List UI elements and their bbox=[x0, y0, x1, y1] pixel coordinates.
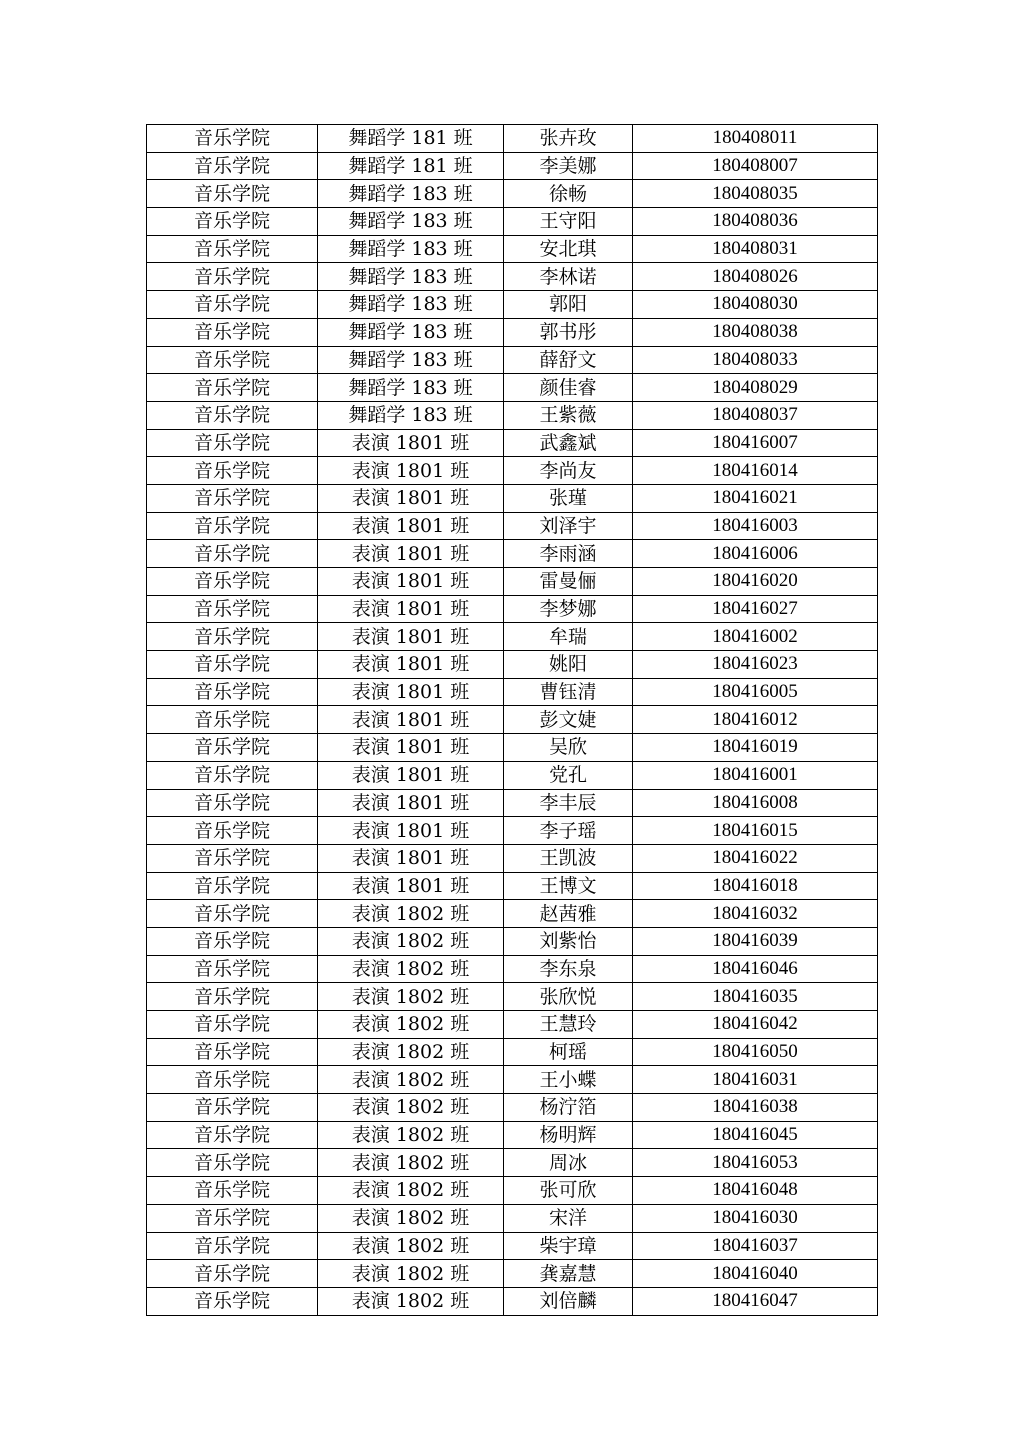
student-id-cell: 180416005 bbox=[633, 678, 878, 706]
student-name-cell: 赵茜雅 bbox=[504, 900, 633, 928]
college-cell: 音乐学院 bbox=[147, 208, 318, 236]
table-row bbox=[147, 1066, 878, 1094]
student-id-cell: 180416047 bbox=[633, 1287, 878, 1315]
class-cell: 表演 1801 班 bbox=[318, 872, 504, 900]
college-cell: 音乐学院 bbox=[147, 789, 318, 817]
college-cell: 音乐学院 bbox=[147, 1094, 318, 1122]
roster-body bbox=[147, 125, 878, 1316]
college-cell: 音乐学院 bbox=[147, 1066, 318, 1094]
table-row bbox=[147, 734, 878, 762]
table-row bbox=[147, 429, 878, 457]
student-id-cell: 180416002 bbox=[633, 623, 878, 651]
college-cell: 音乐学院 bbox=[147, 291, 318, 319]
student-name-cell: 王守阳 bbox=[504, 208, 633, 236]
student-name-cell: 曹钰清 bbox=[504, 678, 633, 706]
college-cell: 音乐学院 bbox=[147, 429, 318, 457]
class-cell: 表演 1802 班 bbox=[318, 1011, 504, 1039]
student-name-cell: 刘紫怡 bbox=[504, 927, 633, 955]
student-id-cell: 180408029 bbox=[633, 374, 878, 402]
table-row bbox=[147, 235, 878, 263]
college-cell: 音乐学院 bbox=[147, 1011, 318, 1039]
student-id-cell: 180416014 bbox=[633, 457, 878, 485]
student-name-cell: 郭阳 bbox=[504, 291, 633, 319]
class-cell: 舞蹈学 183 班 bbox=[318, 401, 504, 429]
college-cell: 音乐学院 bbox=[147, 1149, 318, 1177]
class-cell: 表演 1801 班 bbox=[318, 595, 504, 623]
table-row bbox=[147, 1232, 878, 1260]
student-name-cell: 彭文婕 bbox=[504, 706, 633, 734]
student-id-cell: 180416053 bbox=[633, 1149, 878, 1177]
class-cell: 舞蹈学 183 班 bbox=[318, 346, 504, 374]
student-id-cell: 180408026 bbox=[633, 263, 878, 291]
class-cell: 表演 1802 班 bbox=[318, 927, 504, 955]
student-name-cell: 张可欣 bbox=[504, 1177, 633, 1205]
class-cell: 表演 1801 班 bbox=[318, 734, 504, 762]
student-id-cell: 180408036 bbox=[633, 208, 878, 236]
class-cell: 舞蹈学 183 班 bbox=[318, 374, 504, 402]
student-name-cell: 武鑫斌 bbox=[504, 429, 633, 457]
student-name-cell: 张卉玫 bbox=[504, 125, 633, 153]
student-id-cell: 180416023 bbox=[633, 651, 878, 679]
student-name-cell: 杨明辉 bbox=[504, 1121, 633, 1149]
student-id-cell: 180416006 bbox=[633, 540, 878, 568]
college-cell: 音乐学院 bbox=[147, 1204, 318, 1232]
class-cell: 表演 1801 班 bbox=[318, 817, 504, 845]
table-row bbox=[147, 1011, 878, 1039]
student-name-cell: 李美娜 bbox=[504, 152, 633, 180]
student-id-cell: 180416015 bbox=[633, 817, 878, 845]
college-cell: 音乐学院 bbox=[147, 401, 318, 429]
class-cell: 表演 1801 班 bbox=[318, 512, 504, 540]
student-name-cell: 王紫薇 bbox=[504, 401, 633, 429]
table-row bbox=[147, 1038, 878, 1066]
student-id-cell: 180408038 bbox=[633, 318, 878, 346]
college-cell: 音乐学院 bbox=[147, 1177, 318, 1205]
table-row bbox=[147, 540, 878, 568]
student-id-cell: 180416040 bbox=[633, 1260, 878, 1288]
class-cell: 表演 1801 班 bbox=[318, 429, 504, 457]
class-cell: 舞蹈学 183 班 bbox=[318, 263, 504, 291]
class-cell: 表演 1802 班 bbox=[318, 1177, 504, 1205]
class-cell: 表演 1801 班 bbox=[318, 761, 504, 789]
student-id-cell: 180416022 bbox=[633, 844, 878, 872]
class-cell: 表演 1802 班 bbox=[318, 1121, 504, 1149]
student-id-cell: 180408030 bbox=[633, 291, 878, 319]
class-cell: 表演 1802 班 bbox=[318, 1094, 504, 1122]
table-row bbox=[147, 817, 878, 845]
table-row bbox=[147, 1260, 878, 1288]
college-cell: 音乐学院 bbox=[147, 983, 318, 1011]
student-name-cell: 李梦娜 bbox=[504, 595, 633, 623]
student-name-cell: 牟瑞 bbox=[504, 623, 633, 651]
student-name-cell: 李东泉 bbox=[504, 955, 633, 983]
college-cell: 音乐学院 bbox=[147, 318, 318, 346]
class-cell: 表演 1802 班 bbox=[318, 1066, 504, 1094]
college-cell: 音乐学院 bbox=[147, 180, 318, 208]
table-row bbox=[147, 484, 878, 512]
college-cell: 音乐学院 bbox=[147, 512, 318, 540]
college-cell: 音乐学院 bbox=[147, 1232, 318, 1260]
student-name-cell: 宋洋 bbox=[504, 1204, 633, 1232]
class-cell: 舞蹈学 183 班 bbox=[318, 208, 504, 236]
table-row bbox=[147, 927, 878, 955]
class-cell: 舞蹈学 183 班 bbox=[318, 235, 504, 263]
class-cell: 舞蹈学 183 班 bbox=[318, 318, 504, 346]
student-id-cell: 180416039 bbox=[633, 927, 878, 955]
student-id-cell: 180416003 bbox=[633, 512, 878, 540]
student-id-cell: 180416008 bbox=[633, 789, 878, 817]
student-id-cell: 180416035 bbox=[633, 983, 878, 1011]
table-row bbox=[147, 346, 878, 374]
college-cell: 音乐学院 bbox=[147, 927, 318, 955]
class-cell: 表演 1801 班 bbox=[318, 568, 504, 596]
college-cell: 音乐学院 bbox=[147, 1038, 318, 1066]
college-cell: 音乐学院 bbox=[147, 457, 318, 485]
college-cell: 音乐学院 bbox=[147, 955, 318, 983]
college-cell: 音乐学院 bbox=[147, 374, 318, 402]
class-cell: 表演 1801 班 bbox=[318, 457, 504, 485]
student-id-cell: 180408007 bbox=[633, 152, 878, 180]
class-cell: 舞蹈学 183 班 bbox=[318, 291, 504, 319]
college-cell: 音乐学院 bbox=[147, 1287, 318, 1315]
student-id-cell: 180416037 bbox=[633, 1232, 878, 1260]
student-name-cell: 刘泽宇 bbox=[504, 512, 633, 540]
table-row bbox=[147, 595, 878, 623]
student-name-cell: 王博文 bbox=[504, 872, 633, 900]
table-row bbox=[147, 180, 878, 208]
student-roster-table bbox=[146, 124, 878, 1316]
student-name-cell: 柯瑶 bbox=[504, 1038, 633, 1066]
class-cell: 表演 1802 班 bbox=[318, 983, 504, 1011]
table-row bbox=[147, 872, 878, 900]
table-row bbox=[147, 1121, 878, 1149]
student-name-cell: 李尚友 bbox=[504, 457, 633, 485]
student-name-cell: 徐畅 bbox=[504, 180, 633, 208]
table-row bbox=[147, 706, 878, 734]
student-id-cell: 180416007 bbox=[633, 429, 878, 457]
student-id-cell: 180416032 bbox=[633, 900, 878, 928]
student-id-cell: 180416038 bbox=[633, 1094, 878, 1122]
class-cell: 表演 1802 班 bbox=[318, 1038, 504, 1066]
student-name-cell: 颜佳睿 bbox=[504, 374, 633, 402]
student-id-cell: 180416012 bbox=[633, 706, 878, 734]
college-cell: 音乐学院 bbox=[147, 900, 318, 928]
student-id-cell: 180408033 bbox=[633, 346, 878, 374]
college-cell: 音乐学院 bbox=[147, 595, 318, 623]
table-row bbox=[147, 844, 878, 872]
college-cell: 音乐学院 bbox=[147, 872, 318, 900]
class-cell: 表演 1801 班 bbox=[318, 623, 504, 651]
class-cell: 表演 1801 班 bbox=[318, 540, 504, 568]
table-row bbox=[147, 374, 878, 402]
student-id-cell: 180416021 bbox=[633, 484, 878, 512]
student-name-cell: 吴欣 bbox=[504, 734, 633, 762]
table-row bbox=[147, 761, 878, 789]
class-cell: 表演 1802 班 bbox=[318, 1149, 504, 1177]
student-id-cell: 180416027 bbox=[633, 595, 878, 623]
table-row bbox=[147, 1287, 878, 1315]
student-name-cell: 安北琪 bbox=[504, 235, 633, 263]
student-id-cell: 180416045 bbox=[633, 1121, 878, 1149]
student-name-cell: 李雨涵 bbox=[504, 540, 633, 568]
table-row bbox=[147, 512, 878, 540]
class-cell: 表演 1802 班 bbox=[318, 900, 504, 928]
student-id-cell: 180416048 bbox=[633, 1177, 878, 1205]
class-cell: 表演 1801 班 bbox=[318, 651, 504, 679]
table-row bbox=[147, 789, 878, 817]
table-row bbox=[147, 955, 878, 983]
table-row bbox=[147, 263, 878, 291]
table-row bbox=[147, 291, 878, 319]
student-name-cell: 柴宇璋 bbox=[504, 1232, 633, 1260]
table-row bbox=[147, 651, 878, 679]
table-row bbox=[147, 208, 878, 236]
class-cell: 舞蹈学 181 班 bbox=[318, 125, 504, 153]
class-cell: 表演 1801 班 bbox=[318, 789, 504, 817]
student-name-cell: 李丰辰 bbox=[504, 789, 633, 817]
table-row bbox=[147, 125, 878, 153]
class-cell: 表演 1801 班 bbox=[318, 844, 504, 872]
student-name-cell: 张瑾 bbox=[504, 484, 633, 512]
college-cell: 音乐学院 bbox=[147, 817, 318, 845]
college-cell: 音乐学院 bbox=[147, 734, 318, 762]
table-row bbox=[147, 678, 878, 706]
student-id-cell: 180416020 bbox=[633, 568, 878, 596]
table-row bbox=[147, 1204, 878, 1232]
college-cell: 音乐学院 bbox=[147, 651, 318, 679]
college-cell: 音乐学院 bbox=[147, 568, 318, 596]
student-name-cell: 王凯波 bbox=[504, 844, 633, 872]
student-id-cell: 180408031 bbox=[633, 235, 878, 263]
student-name-cell: 党孔 bbox=[504, 761, 633, 789]
table-row bbox=[147, 900, 878, 928]
student-name-cell: 郭书彤 bbox=[504, 318, 633, 346]
college-cell: 音乐学院 bbox=[147, 235, 318, 263]
class-cell: 表演 1802 班 bbox=[318, 1232, 504, 1260]
student-name-cell: 姚阳 bbox=[504, 651, 633, 679]
class-cell: 表演 1801 班 bbox=[318, 706, 504, 734]
table-row bbox=[147, 318, 878, 346]
table-row bbox=[147, 1094, 878, 1122]
student-name-cell: 王慧玲 bbox=[504, 1011, 633, 1039]
table-row bbox=[147, 401, 878, 429]
college-cell: 音乐学院 bbox=[147, 540, 318, 568]
college-cell: 音乐学院 bbox=[147, 346, 318, 374]
student-name-cell: 刘倍麟 bbox=[504, 1287, 633, 1315]
student-id-cell: 180408037 bbox=[633, 401, 878, 429]
class-cell: 表演 1802 班 bbox=[318, 1204, 504, 1232]
class-cell: 表演 1801 班 bbox=[318, 678, 504, 706]
table-row bbox=[147, 568, 878, 596]
student-id-cell: 180408011 bbox=[633, 125, 878, 153]
class-cell: 舞蹈学 181 班 bbox=[318, 152, 504, 180]
student-name-cell: 雷曼俪 bbox=[504, 568, 633, 596]
student-name-cell: 龚嘉慧 bbox=[504, 1260, 633, 1288]
student-name-cell: 周冰 bbox=[504, 1149, 633, 1177]
college-cell: 音乐学院 bbox=[147, 1260, 318, 1288]
student-name-cell: 张欣悦 bbox=[504, 983, 633, 1011]
class-cell: 表演 1802 班 bbox=[318, 1287, 504, 1315]
student-id-cell: 180416050 bbox=[633, 1038, 878, 1066]
class-cell: 表演 1801 班 bbox=[318, 484, 504, 512]
student-id-cell: 180416018 bbox=[633, 872, 878, 900]
college-cell: 音乐学院 bbox=[147, 263, 318, 291]
student-name-cell: 杨泞箔 bbox=[504, 1094, 633, 1122]
student-name-cell: 李子瑶 bbox=[504, 817, 633, 845]
college-cell: 音乐学院 bbox=[147, 706, 318, 734]
class-cell: 表演 1802 班 bbox=[318, 955, 504, 983]
table-row bbox=[147, 457, 878, 485]
table-row bbox=[147, 1177, 878, 1205]
student-id-cell: 180416001 bbox=[633, 761, 878, 789]
class-cell: 表演 1802 班 bbox=[318, 1260, 504, 1288]
college-cell: 音乐学院 bbox=[147, 761, 318, 789]
student-id-cell: 180416042 bbox=[633, 1011, 878, 1039]
college-cell: 音乐学院 bbox=[147, 152, 318, 180]
student-id-cell: 180416046 bbox=[633, 955, 878, 983]
table-row bbox=[147, 1149, 878, 1177]
table-row bbox=[147, 623, 878, 651]
student-name-cell: 薛舒文 bbox=[504, 346, 633, 374]
college-cell: 音乐学院 bbox=[147, 678, 318, 706]
class-cell: 舞蹈学 183 班 bbox=[318, 180, 504, 208]
table-row bbox=[147, 983, 878, 1011]
student-id-cell: 180416031 bbox=[633, 1066, 878, 1094]
student-id-cell: 180408035 bbox=[633, 180, 878, 208]
student-id-cell: 180416030 bbox=[633, 1204, 878, 1232]
student-name-cell: 王小蝶 bbox=[504, 1066, 633, 1094]
college-cell: 音乐学院 bbox=[147, 1121, 318, 1149]
table-row bbox=[147, 152, 878, 180]
student-name-cell: 李林诺 bbox=[504, 263, 633, 291]
student-id-cell: 180416019 bbox=[633, 734, 878, 762]
college-cell: 音乐学院 bbox=[147, 484, 318, 512]
college-cell: 音乐学院 bbox=[147, 125, 318, 153]
college-cell: 音乐学院 bbox=[147, 844, 318, 872]
college-cell: 音乐学院 bbox=[147, 623, 318, 651]
